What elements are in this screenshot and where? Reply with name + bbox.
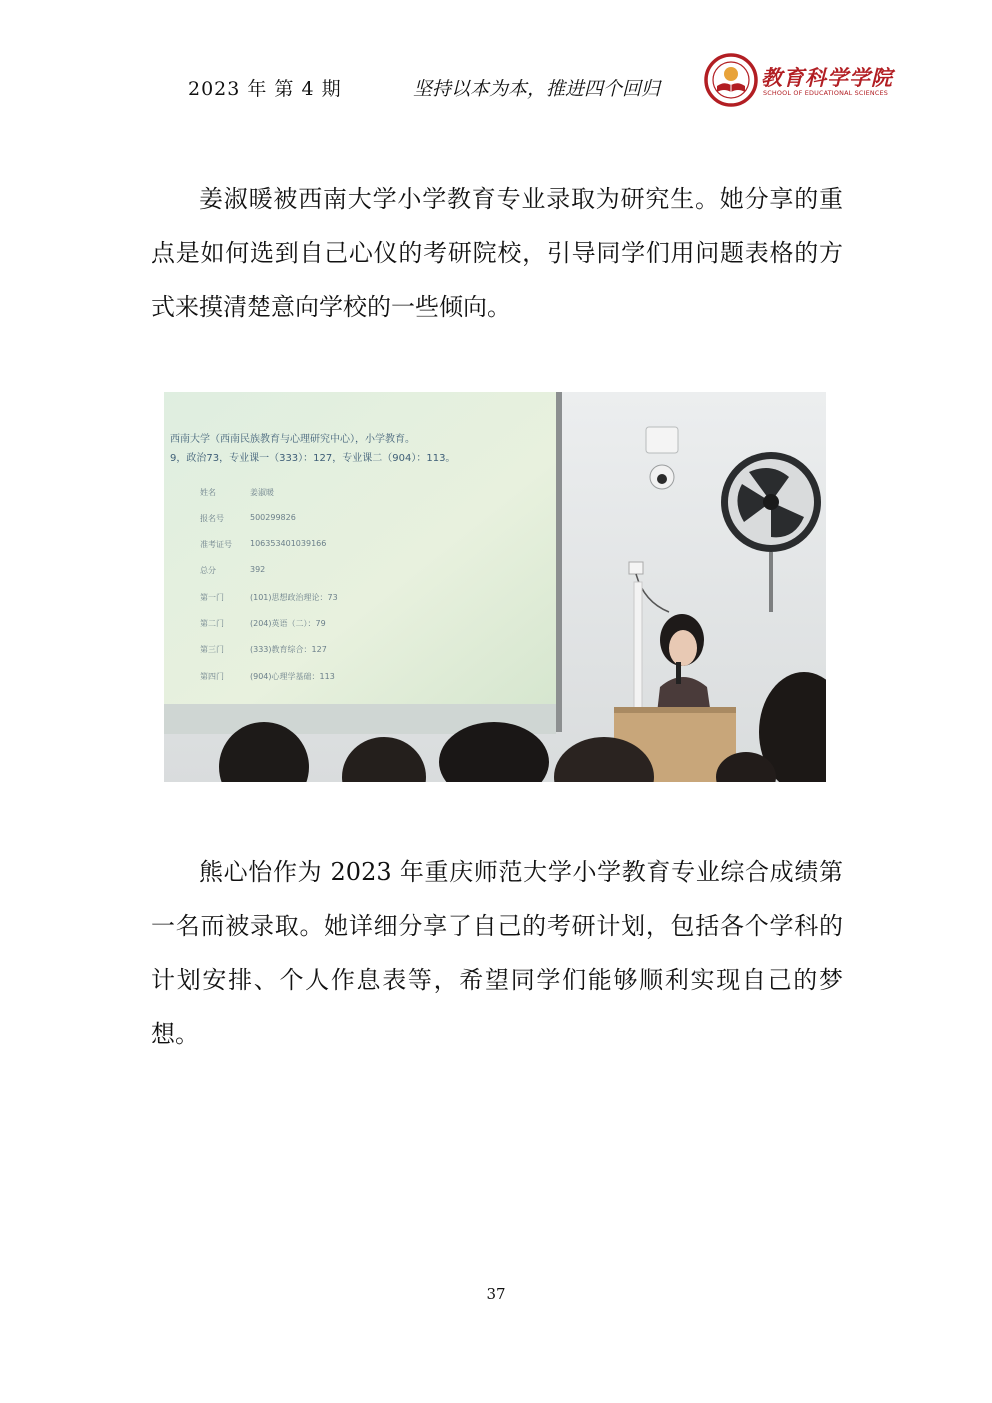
slide-row-value: 姜淑暖 [250, 488, 274, 497]
school-logo [703, 50, 893, 112]
slide-row-value: (904)心理学基础：113 [250, 672, 335, 681]
school-emblem-icon [703, 52, 759, 108]
slide-row-label: 第二门 [200, 619, 224, 628]
school-name-cn: 教育科学学院 [761, 65, 893, 90]
lecture-photo [164, 392, 826, 782]
page-number: 37 [486, 1285, 506, 1303]
slide-row-label: 姓名 [200, 488, 216, 497]
paragraph-jiang: 姜淑暖被西南大学小学教育专业录取为研究生。她分享的重点是如何选到自己心仪的考研院校，引导同学们用问题表格的方式来摸清楚意向学校的一些倾向。 [151, 185, 843, 321]
slide-row-value: 392 [250, 565, 266, 574]
slide-row-label: 准考证号 [200, 540, 232, 549]
slide-line-2: 9，政治73，专业课一（333）：127，专业课二（904）：113。 [170, 453, 456, 464]
slide-row-label: 第四门 [200, 672, 224, 681]
slide-row-label: 第一门 [200, 593, 224, 602]
slide-row-value: 106353401039166 [250, 539, 327, 548]
slide-row-value: (204)英语（二）：79 [250, 619, 326, 628]
paragraph-xiong: 熊心怡作为 2023 年重庆师范大学小学教育专业综合成绩第一名而被录取。她详细分享了自己的考研计划，包括各个学科的计划安排、个人作息表等，希望同学们能够顺利实现自己的梦想。 [151, 858, 843, 1048]
page-header [0, 0, 992, 125]
issue-label: 2023 年 第 4 期 [188, 78, 342, 100]
slogan: 坚持以本为本，推进四个回归 [413, 78, 661, 100]
school-name-en: SCHOOL OF EDUCATIONAL SCIENCES [763, 89, 889, 97]
slide-row-value: 500299826 [250, 513, 296, 522]
slide-row-value: (101)思想政治理论：73 [250, 593, 338, 602]
slide-line-1: 西南大学（西南民族教育与心理研究中心），小学教育。 [170, 434, 415, 445]
slide-row-label: 总分 [200, 566, 216, 575]
slide-row-label: 报名号 [200, 514, 224, 523]
slide-row-label: 第三门 [200, 645, 224, 654]
slide-row-value: (333)教育综合：127 [250, 645, 327, 654]
